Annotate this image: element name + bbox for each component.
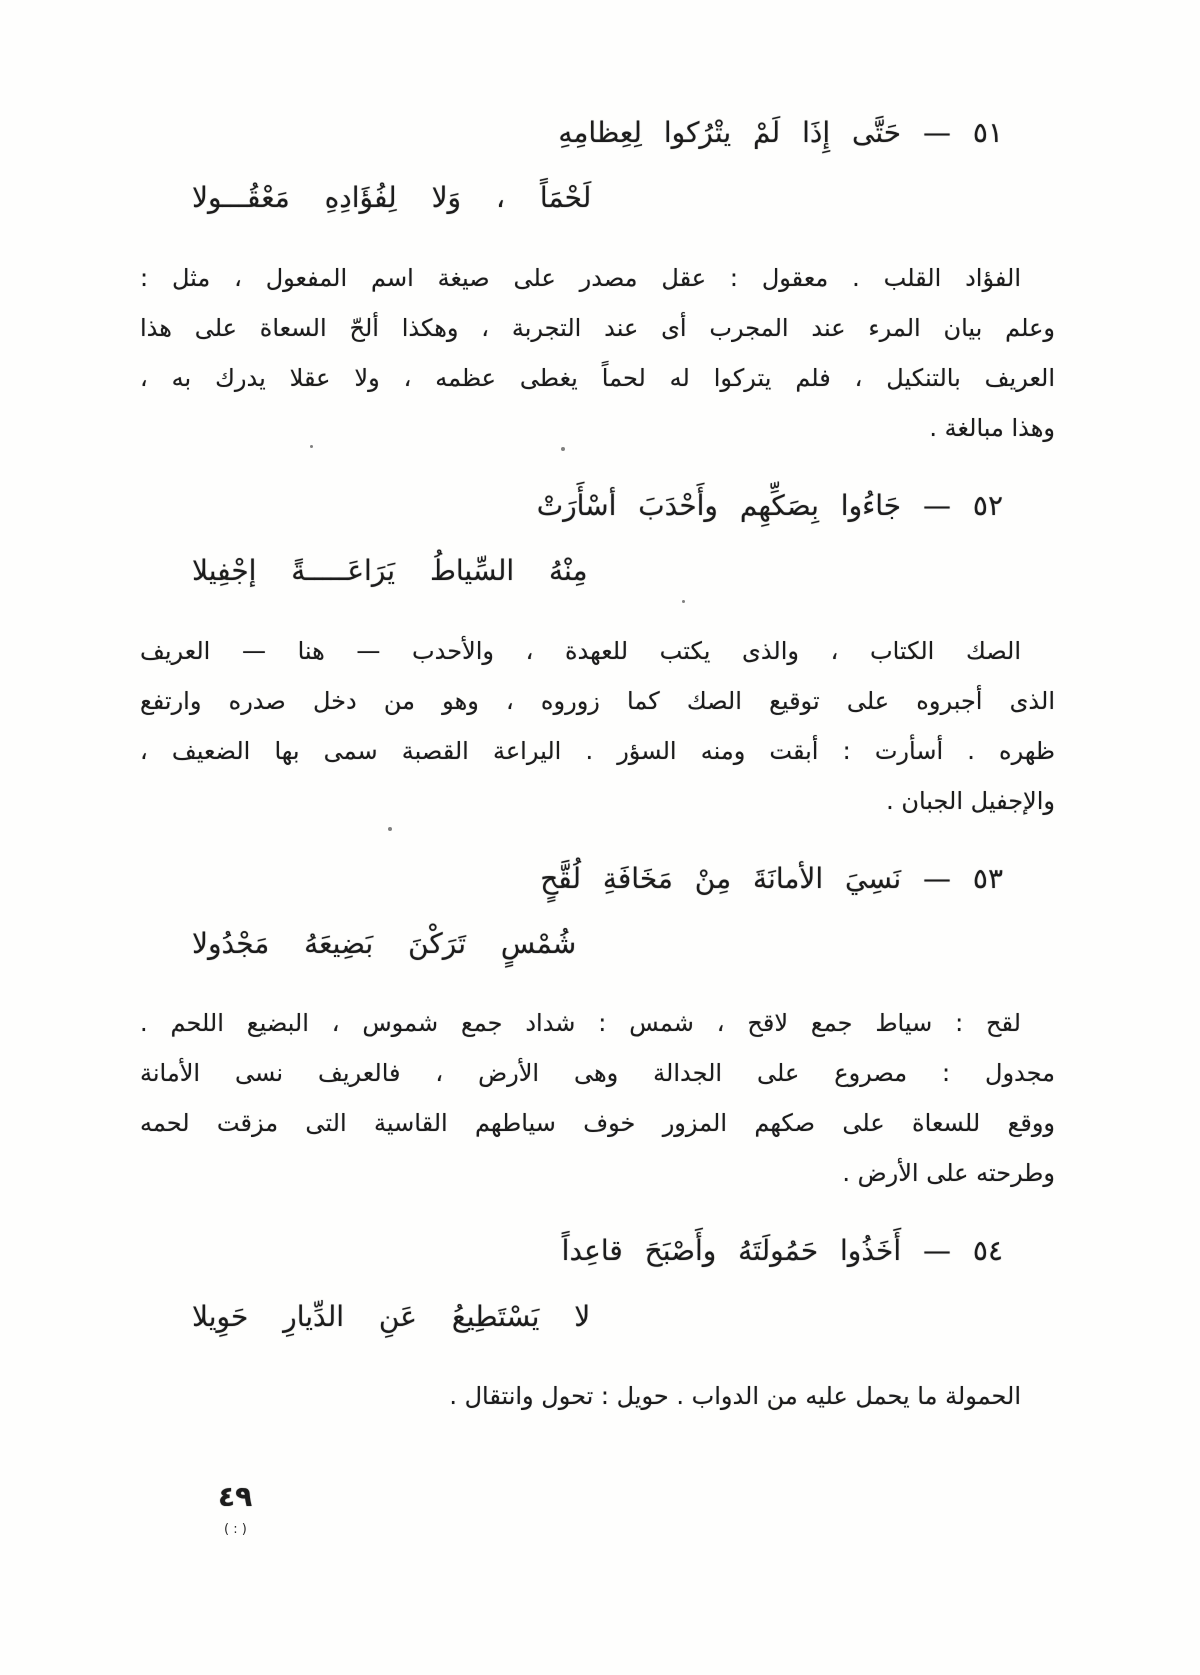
commentary-line: وطرحته على الأرض . bbox=[842, 1159, 1055, 1188]
verse-54-hemistich-2: لا يَسْتَطِيعُ عَنِ الدِّيارِ حَوِيلا bbox=[192, 1299, 591, 1333]
verse-52-hemistich-2: مِنْهُ السِّياطُ يَرَاعَـــــةً إجْفِيلا bbox=[192, 554, 588, 588]
page-number: ٤٩ bbox=[218, 1480, 253, 1513]
commentary-52 bbox=[140, 626, 1055, 826]
commentary-51 bbox=[140, 253, 1055, 453]
verse-entry-54 bbox=[140, 1236, 1055, 1421]
commentary-line: الذى أجبروه على توقيع الصك كما زوروه ، وهو من دخل صدره وارتفع bbox=[140, 686, 1055, 715]
verse-51-hemistich-1: ٥١ — حَتَّى إِذَا لَمْ يتْرُكوا لِعِظامِهِ bbox=[558, 116, 1003, 149]
verse-entry-52 bbox=[140, 488, 1055, 826]
verse-53-hemistich-2: شُمْسٍ تَرَكْنَ بَضِيعَهُ مَجْدُولا bbox=[192, 926, 577, 960]
verse-entry-51 bbox=[140, 118, 1055, 453]
commentary-line: الحمولة ما يحمل عليه من الدواب . حويل : تحول وانتقال . bbox=[449, 1382, 1021, 1411]
verse-52-hemistich-1: ٥٢ — جَاءُوا بِصَكِّهِم وأَحْدَبَ أسْأَرَتْ bbox=[536, 488, 1003, 522]
verse-51-hemistich-2: لَحْمَاً ، وَلا لِفُؤَادِهِ مَعْقُـــولا bbox=[192, 181, 592, 215]
verse-54-hemistich-1: ٥٤ — أَخَذُوا حَمُولَتَهُ وأَصْبَحَ قاعِداً bbox=[561, 1234, 1003, 1268]
commentary-line: الفؤاد القلب . معقول : عقل مصدر على صيغة اسم المفعول ، مثل : bbox=[140, 263, 1021, 292]
commentary-line: وهذا مبالغة . bbox=[929, 413, 1055, 442]
commentary-line: ظهره . أسأرت : أبقت ومنه السؤر . اليراعة القصبة سمى بها الضعيف ، bbox=[140, 736, 1055, 765]
quire-mark: ( : ) bbox=[224, 1522, 247, 1537]
scan-speck bbox=[561, 447, 565, 451]
commentary-line: مجدول : مصروع على الجدالة وهى الأرض ، فالعريف نسى الأمانة bbox=[140, 1059, 1055, 1088]
commentary-line: وعلم بيان المرء عند المجرب أى عند التجربة ، وهكذا ألحّ السعاة على هذا bbox=[140, 313, 1055, 342]
commentary-line: لقح : سياط جمع لاقح ، شمس : شداد جمع شموس ، البضيع اللحم . bbox=[140, 1009, 1021, 1038]
scan-speck bbox=[682, 600, 685, 603]
commentary-line: والإجفيل الجبان . bbox=[886, 786, 1055, 815]
commentary-line: العريف بالتنكيل ، فلم يتركوا له لحماً يغطى عظمه ، ولا عقلا يدرك به ، bbox=[140, 363, 1055, 392]
verse-53-hemistich-1: ٥٣ — نَسِيَ الأمانَةَ مِنْ مَخَافَةِ لُقَّحٍ bbox=[540, 861, 1003, 895]
commentary-line: الصك الكتاب ، والذى يكتب للعهدة ، والأحدب — هنا — العريف bbox=[140, 636, 1021, 665]
commentary-53 bbox=[140, 998, 1055, 1198]
verse-entry-53 bbox=[140, 861, 1055, 1199]
scan-speck bbox=[310, 445, 313, 448]
commentary-line: ووقع للسعاة على صكهم المزور خوف سياطهم القاسية التى مزقت لحمه bbox=[140, 1109, 1055, 1138]
commentary-54 bbox=[140, 1371, 1055, 1421]
scan-speck bbox=[388, 827, 392, 831]
